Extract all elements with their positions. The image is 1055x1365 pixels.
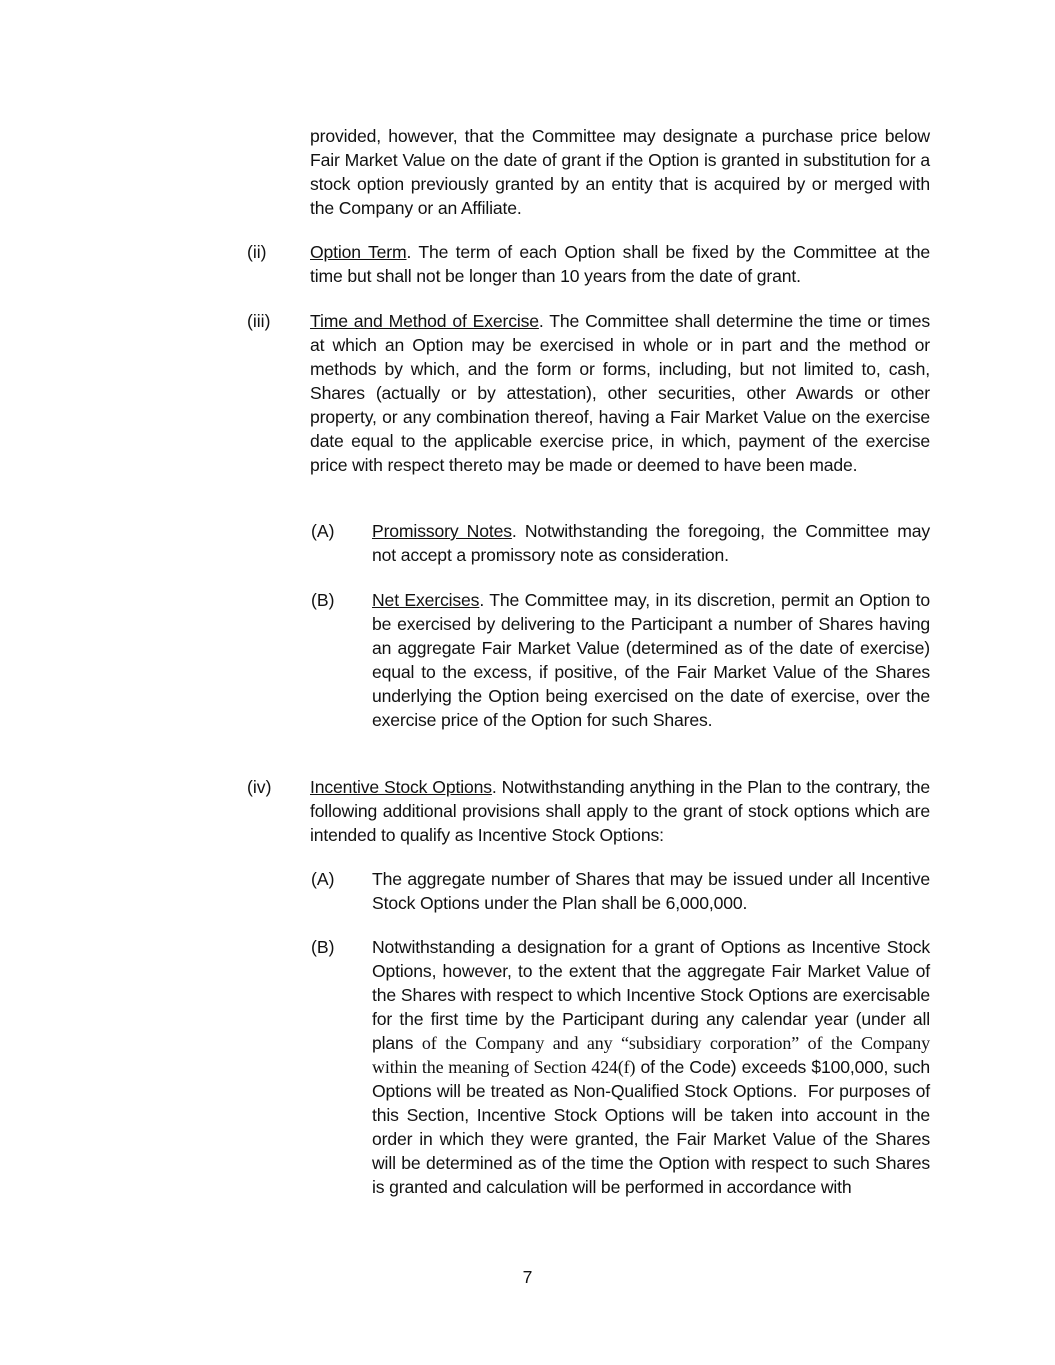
item-iii-b-label: (B) [311, 590, 335, 610]
item-iv-b-text-serif: of the Company and any “subsidiary corporation” of the Company within the meaning of Section 424(f) [372, 1033, 930, 1077]
item-ii-label: (ii) [247, 242, 267, 262]
item-iii-a-text: . Notwithstanding the foregoing, the Committee may not accept a promissory note as consideration. [372, 521, 930, 565]
item-iv-text: . Notwithstanding anything in the Plan to the contrary, the following additional provisions shall apply to the grant of stock options which are intended to qualify as Incentive Stock Options: [310, 777, 930, 845]
item-iv-b-paragraph [372, 935, 930, 1199]
item-iii-paragraph [310, 309, 930, 477]
item-iii-b-heading: Net Exercises [372, 590, 480, 610]
intro-paragraph: provided, however, that the Committee may designate a purchase price below Fair Market Value on the date of grant if the Option is granted in substitution for a stock option previously granted by an entity that is acquired by or merged with the Company or an Affiliate. [310, 126, 930, 218]
item-iii-b-paragraph [372, 588, 930, 732]
item-iv-label: (iv) [247, 777, 272, 797]
page-number: 7 [522, 1267, 533, 1287]
item-iv-paragraph [310, 775, 930, 847]
item-iv-b-text-2: of the Code) exceeds $100,000, such Options will be treated as Non-Qualified Stock Options. For purposes of this Section, Incentive Stock Options will be taken into account in the order in which they were granted, the Fair Market Value of the Shares will be determined as of the time the Option with respect to such Shares is granted and calculation will be performed in accordance with [372, 1057, 930, 1197]
item-iii-a-paragraph [372, 519, 930, 567]
item-ii-heading: Option Term [310, 242, 407, 262]
item-iv-a-label: (A) [311, 869, 335, 889]
item-ii-paragraph [310, 240, 930, 288]
item-iv-heading: Incentive Stock Options [310, 777, 492, 797]
item-iii-b-text: . The Committee may, in its discretion, permit an Option to be exercised by delivering to the Participant a number of Shares having an aggregate Fair Market Value (determined as of the date of exercise) equal to the excess, if positive, of the Fair Market Value of the Shares underlying the Option being exercised on the date of exercise, over the exercise price of the Option for such Shares. [372, 590, 930, 730]
item-ii-text: . The term of each Option shall be fixed by the Committee at the time but shall not be longer than 10 years from the date of grant. [310, 242, 931, 286]
item-iii-text: . The Committee shall determine the time or times at which an Option may be exercised in whole or in part and the method or methods by which, and the form or forms, including, but not limited to, cash, Shares (actually or by attestation), other securities, other Awards or other property, or any combination thereof, having a Fair Market Value on the exercise date equal to the applicable exercise price, in which, payment of the exercise price with respect thereto may be made or deemed to have been made. [310, 311, 930, 475]
item-iii-label: (iii) [247, 311, 271, 331]
item-iv-b-text-1: Notwithstanding a designation for a grant of Options as Incentive Stock Options, however, to the extent that the aggregate Fair Market Value of the Shares with respect to which Incentive Stock Options are exercisable for the first time by the Participant during any calendar year (under all plans [372, 937, 930, 1053]
item-iii-a-label: (A) [311, 521, 335, 541]
item-iv-a-paragraph: The aggregate number of Shares that may be issued under all Incentive Stock Options under the Plan shall be 6,000,000. [372, 869, 930, 913]
item-iv-b-label: (B) [311, 937, 335, 957]
item-iii-a-heading: Promissory Notes [372, 521, 512, 541]
item-iii-heading: Time and Method of Exercise [310, 311, 539, 331]
